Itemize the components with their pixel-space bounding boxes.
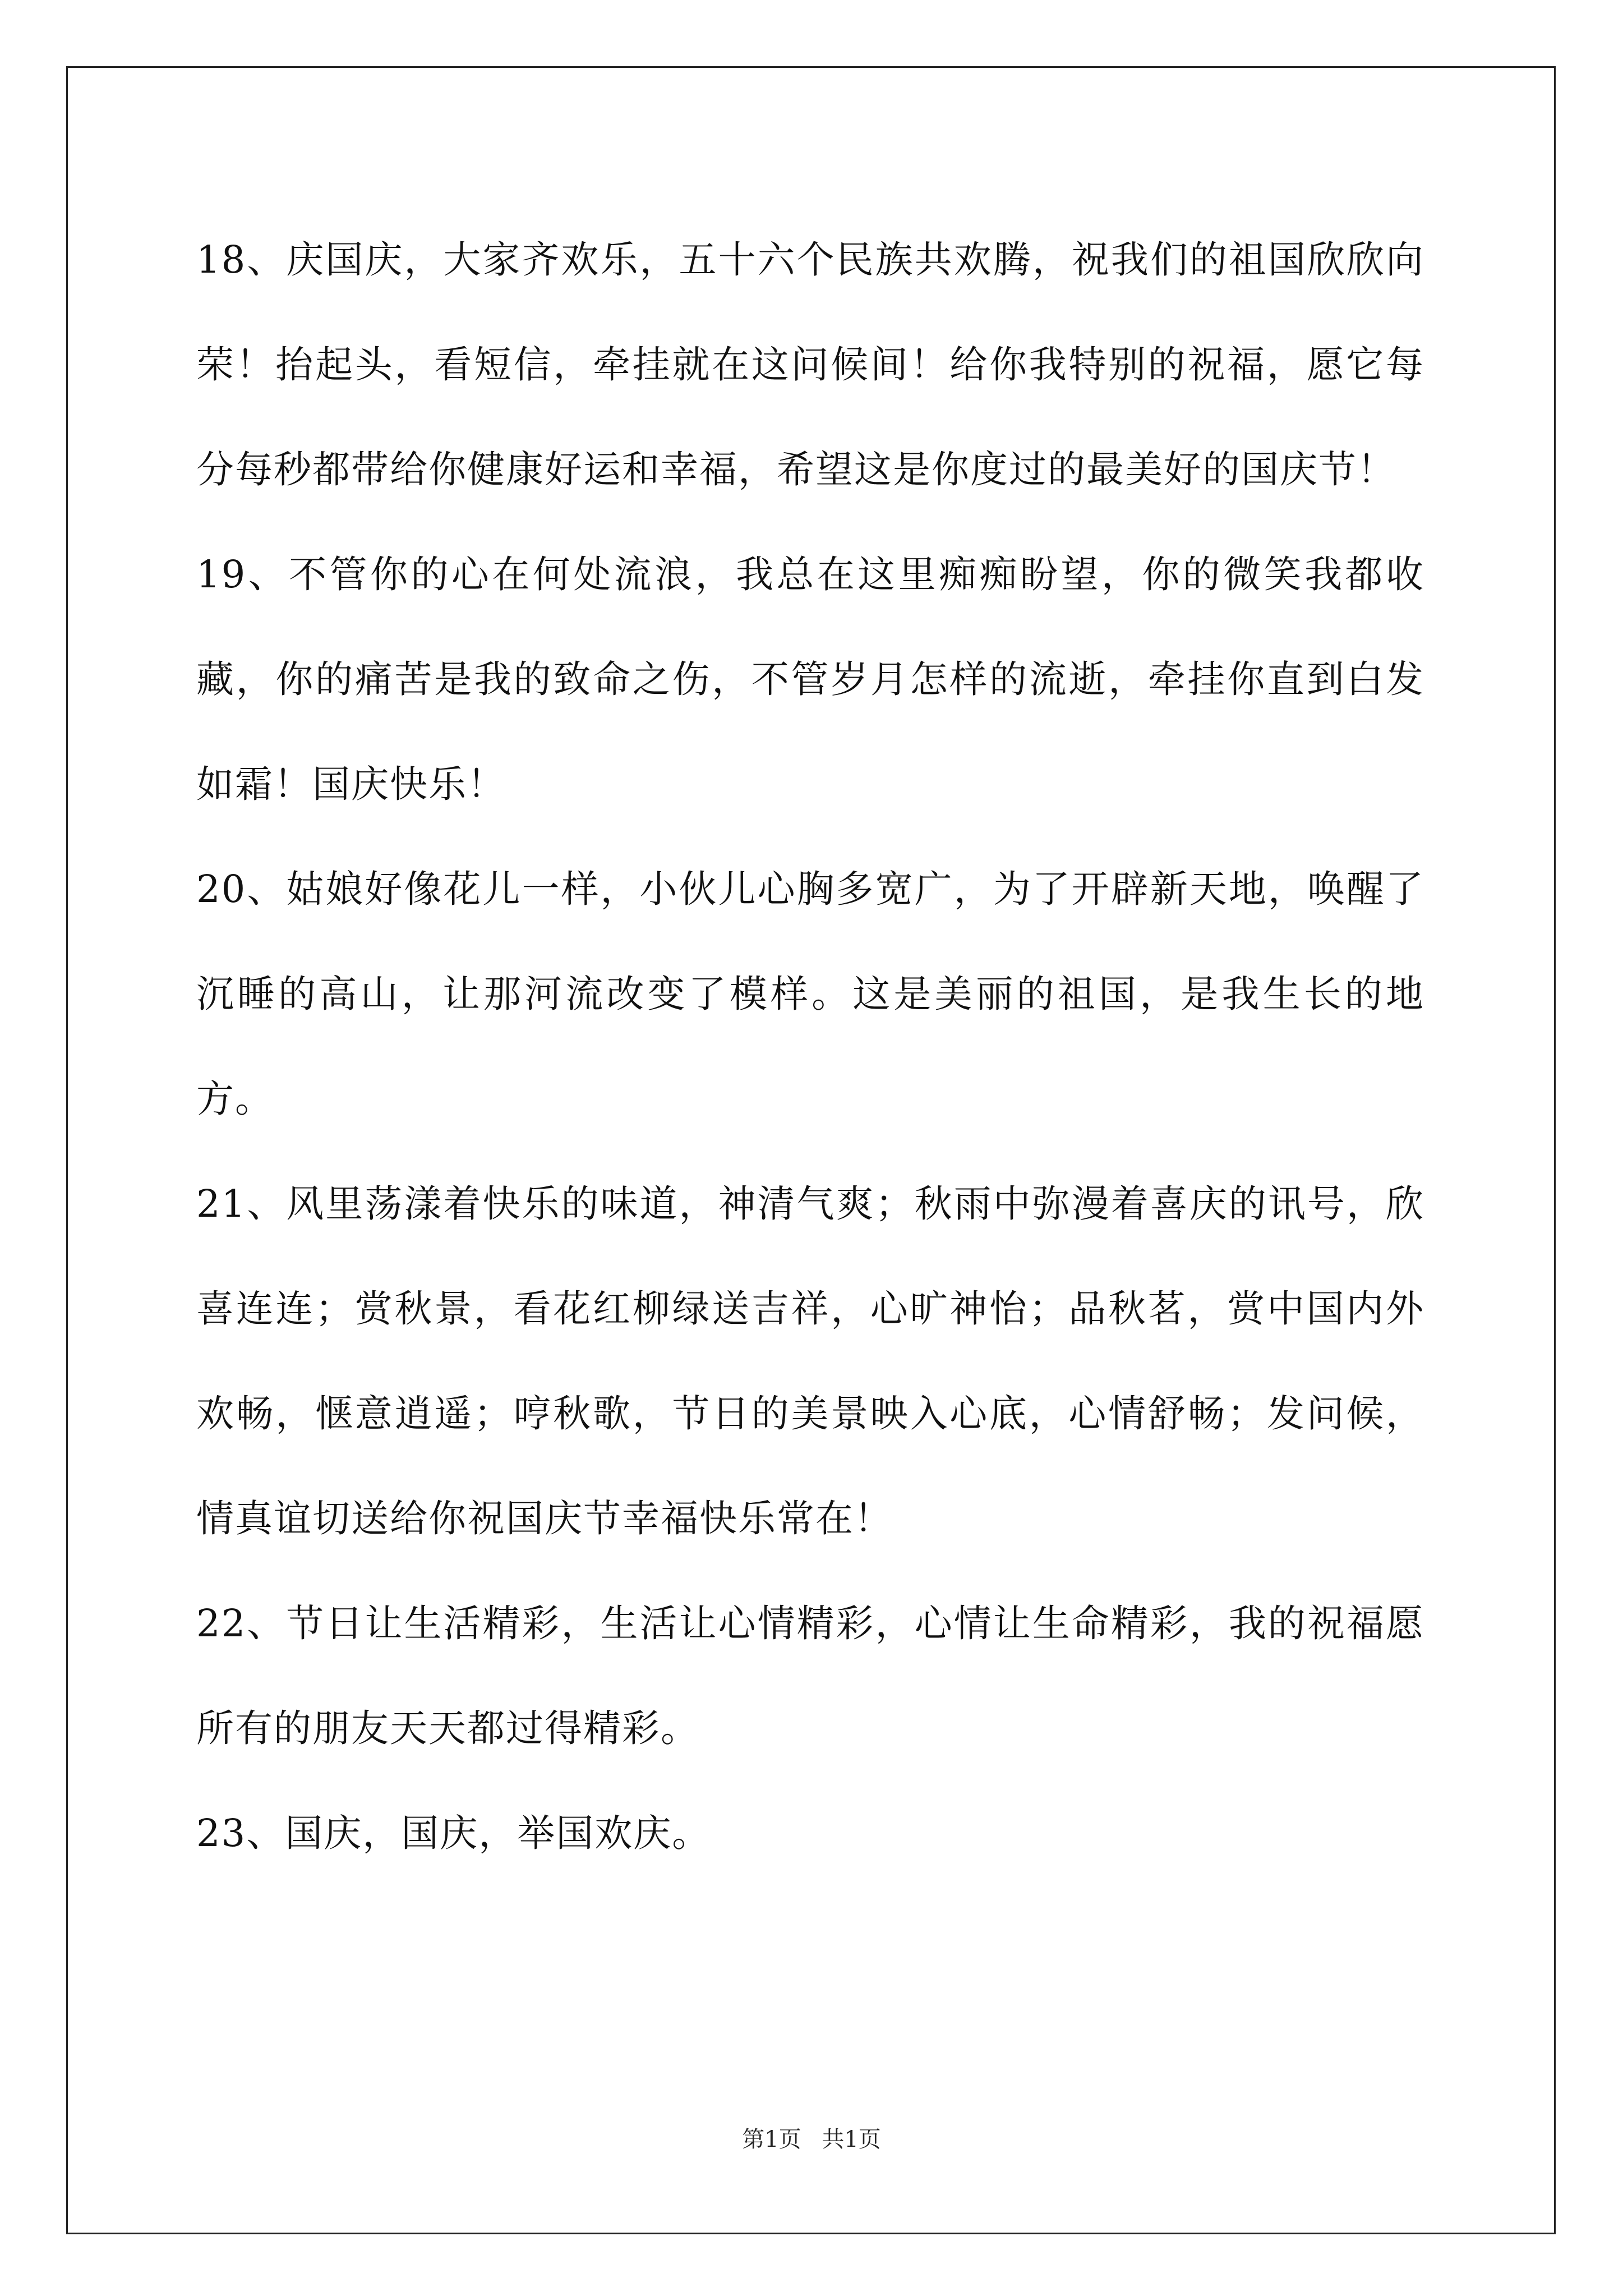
document-body	[196, 208, 1424, 1886]
page-footer	[0, 2122, 1623, 2154]
page-number: 第1页	[742, 2127, 801, 2152]
paragraph-21: 21、风里荡漾着快乐的味道，神清气爽；秋雨中弥漫着喜庆的讯号，欣喜连连；赏秋景，看花红柳绿送吉祥，心旷神怡；品秋茗，赏中国内外欢畅，惬意逍遥；哼秋歌，节日的美景映入心底，心情舒畅；发问候，情真谊切送给你祝国庆节幸福快乐常在！	[196, 1182, 1424, 1540]
paragraph-23: 23、国庆，国庆，举国欢庆。	[196, 1811, 711, 1855]
paragraph-18: 18、庆国庆，大家齐欢乐，五十六个民族共欢腾，祝我们的祖国欣欣向荣！抬起头，看短信，牵挂就在这问候间！给你我特别的祝福，愿它每分每秒都带给你健康好运和幸福，希望这是你度过的最美好的国庆节！	[196, 238, 1424, 491]
paragraph-20: 20、姑娘好像花儿一样，小伙儿心胸多宽广，为了开辟新天地，唤醒了沉睡的高山，让那河流改变了模样。这是美丽的祖国，是我生长的地方。	[196, 867, 1424, 1121]
page-total: 共1页	[822, 2127, 881, 2152]
paragraph-22: 22、节日让生活精彩，生活让心情精彩，心情让生命精彩，我的祝福愿所有的朋友天天都过得精彩。	[196, 1602, 1424, 1750]
paragraph-19: 19、不管你的心在何处流浪，我总在这里痴痴盼望，你的微笑我都收藏，你的痛苦是我的致命之伤，不管岁月怎样的流逝，牵挂你直到白发如霜！国庆快乐！	[196, 553, 1424, 806]
